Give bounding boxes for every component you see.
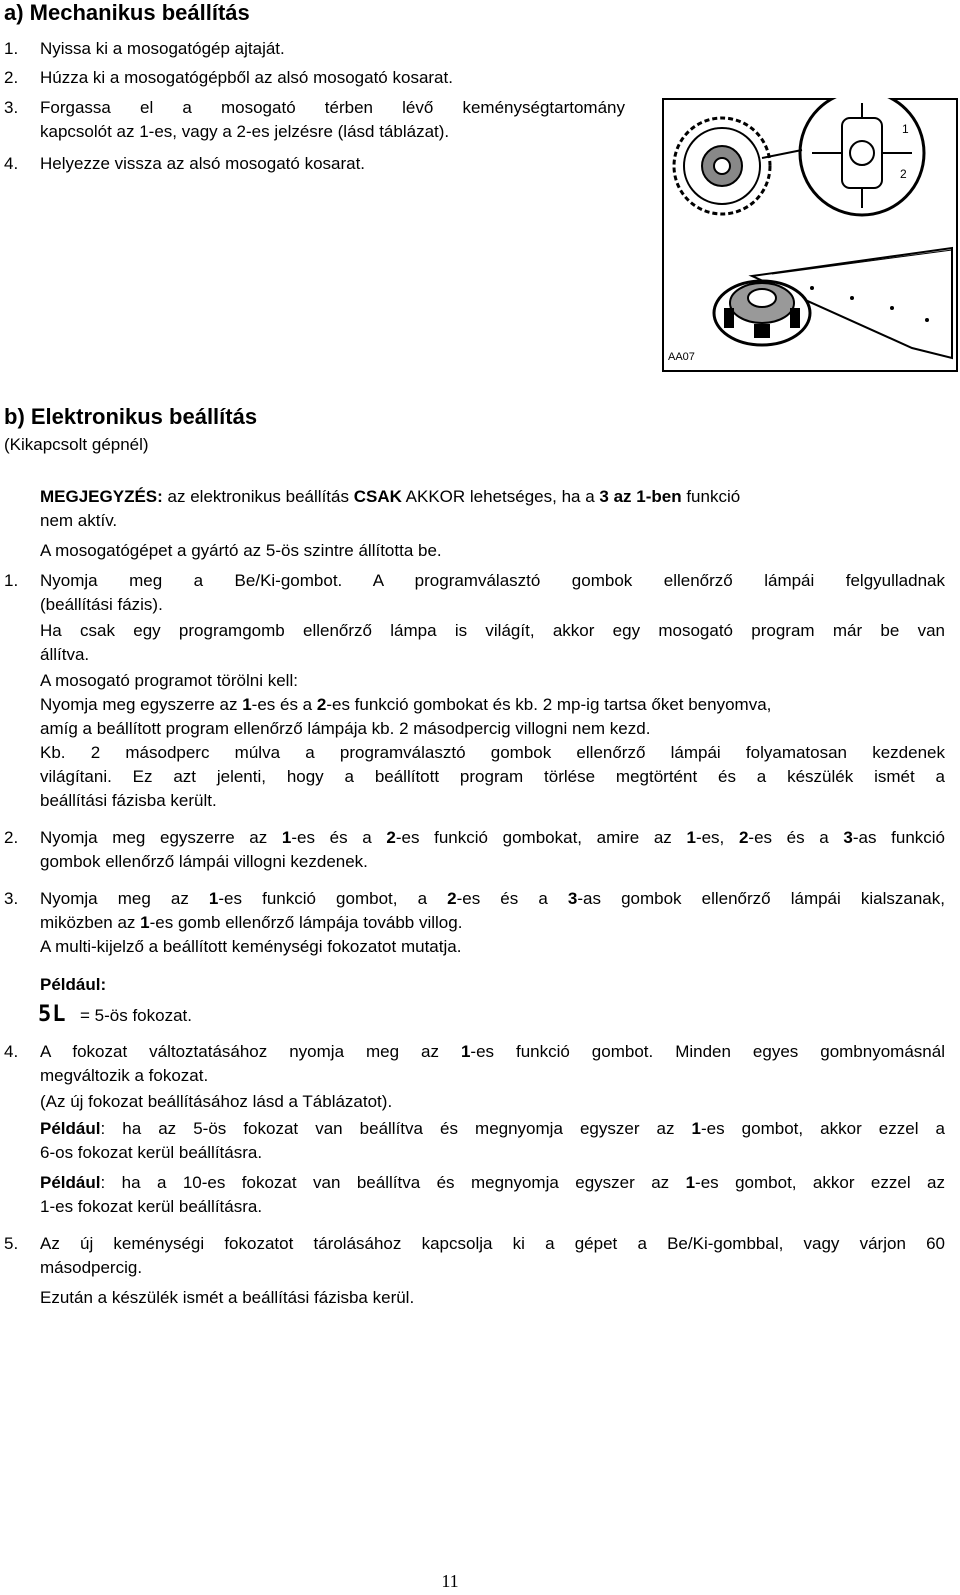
step-a3-line2: kapcsolót az 1-es, vagy a 2-es jelzésre (lásd táblázat). xyxy=(40,122,450,141)
note-line2: nem aktív. xyxy=(40,511,118,530)
step-b3-l2 xyxy=(40,911,462,935)
step-a1-text: Nyissa ki a mosogatógép ajtaját. xyxy=(40,39,285,58)
step-b1-l9: világítani. Ez azt jelenti, hogy a beállított program törlése megtörtént és a készülék ismét a xyxy=(40,767,945,786)
s3-a: Nyomja meg az xyxy=(40,889,209,908)
note-text-3: funkció xyxy=(681,487,741,506)
s2-a: Nyomja meg egyszerre az xyxy=(40,828,282,847)
s2-i: -es és a xyxy=(748,828,844,847)
step-a4-num: 4. xyxy=(4,154,19,173)
s2-f: 1 xyxy=(686,828,696,847)
s3-l2a: miközben az xyxy=(40,913,141,932)
s2-g: -es, xyxy=(695,828,739,847)
section-a-title: a) Mechanikus beállítás xyxy=(4,0,250,25)
s2-e: -es funkció gombokat, amire az xyxy=(395,828,687,847)
s2-c: -es és a xyxy=(291,828,387,847)
s4-l1b: 1 xyxy=(460,1042,471,1061)
s3-l2b: 1 xyxy=(140,913,150,932)
s4-ex2a: Például xyxy=(40,1173,101,1192)
figure-label: AA07 xyxy=(668,351,695,363)
step-b1-l8: Kb. 2 másodperc múlva a programválasztó gombok ellenőrző lámpái folyamatosan kezdenek xyxy=(40,743,945,762)
step-b2-l2: gombok ellenőrző lámpái villogni kezdenek. xyxy=(40,852,368,871)
step-a2-num: 2. xyxy=(4,68,19,87)
step-b1-l6-e: -es funkció gombokat és kb. 2 mp-ig tartsa őket benyomva, xyxy=(326,695,772,714)
seven-segment-display: 5L xyxy=(38,1002,67,1027)
s4-ex2b: : ha a 10-es fokozat van beállítva és megnyomja egyszer az xyxy=(100,1173,686,1192)
note-text-1: az elektronikus beállítás xyxy=(162,487,354,506)
s4-l1a: A fokozat változtatásához nyomja meg az xyxy=(40,1042,461,1061)
step-b4-ex2 xyxy=(40,1171,945,1195)
step-b1-l2: (beállítási fázis). xyxy=(40,595,163,614)
s2-j: 3 xyxy=(843,828,853,847)
hardness-switch-illustration xyxy=(662,98,958,372)
s4-l1c: -es funkció gombot. Minden egyes gombnyomásnál xyxy=(470,1042,945,1061)
svg-text:2: 2 xyxy=(900,167,907,181)
step-a2-text: Húzza ki a mosogatógépből az alsó mosogató kosarat. xyxy=(40,68,453,87)
example-label: Például: xyxy=(40,975,107,994)
s3-g: -as gombok ellenőrző lámpái kialszanak, xyxy=(577,889,945,908)
s2-b: 1 xyxy=(281,828,292,847)
step-b5-num: 5. xyxy=(4,1234,19,1253)
step-a4-text: Helyezze vissza az alsó mosogató kosarat. xyxy=(40,154,366,173)
section-b-title: b) Elektronikus beállítás xyxy=(4,404,258,429)
display-meaning: = 5-ös fokozat. xyxy=(80,1006,192,1025)
step-b1-l4: állítva. xyxy=(40,645,90,664)
s3-f: 3 xyxy=(567,889,578,908)
s3-d: 2 xyxy=(447,889,457,908)
step-b3-num: 3. xyxy=(4,889,19,908)
step-b4-num: 4. xyxy=(4,1042,19,1061)
step-b4-l3: (Az új fokozat beállításához lásd a Táblázatot). xyxy=(40,1092,393,1111)
step-b1-l10: beállítási fázisba került. xyxy=(40,791,217,810)
illustration-drawing xyxy=(662,98,958,372)
svg-text:1: 1 xyxy=(902,122,909,136)
step-a1-num: 1. xyxy=(4,39,19,58)
s4-ex1d: -es gombot, akkor ezzel a xyxy=(701,1119,945,1138)
s2-d: 2 xyxy=(386,828,396,847)
s4-ex1c: 1 xyxy=(691,1119,702,1138)
step-b1-num: 1. xyxy=(4,571,19,590)
step-b4-l2: megváltozik a fokozat. xyxy=(40,1066,209,1085)
s2-k: -as funkció xyxy=(852,828,946,847)
note-3in1: 3 az 1-ben xyxy=(599,487,682,506)
step-b2-l1 xyxy=(40,826,945,850)
s3-e: -es és a xyxy=(456,889,568,908)
s4-ex2d: -es gombot, akkor ezzel az xyxy=(695,1173,945,1192)
step-b5-l2: másodpercig. xyxy=(40,1258,143,1277)
s2-h: 2 xyxy=(738,828,749,847)
note-text-2: AKKOR lehetséges, ha a xyxy=(401,487,600,506)
step-b3-l3: A multi-kijelző a beállított keménységi fokozatot mutatja. xyxy=(40,937,462,956)
step-b1-l6-c: -es és a xyxy=(251,695,317,714)
s4-ex1a: Például xyxy=(40,1119,101,1138)
step-b3-l1 xyxy=(40,887,945,911)
step-b1-l1: Nyomja meg a Be/Ki-gombot. A programválasztó gombok ellenőrző lámpái felgyulladnak xyxy=(40,571,945,590)
step-b5-l3: Ezután a készülék ismét a beállítási fázisba kerül. xyxy=(40,1288,415,1307)
step-b4-ex1-l2: 6-os fokozat kerül beállításra. xyxy=(40,1143,263,1162)
s3-c: -es funkció gombot, a xyxy=(218,889,448,908)
step-b5-l1: Az új keménységi fokozatot tárolásához kapcsolja ki a gépet a Be/Ki-gombbal, vagy várjon 60 xyxy=(40,1234,945,1253)
factory-setting: A mosogatógépet a gyártó az 5-ös szintre állította be. xyxy=(40,541,442,560)
note-csak: CSAK xyxy=(353,487,402,506)
step-b4-l1 xyxy=(40,1040,945,1064)
section-b-subtitle: (Kikapcsolt gépnél) xyxy=(4,435,149,454)
step-a3-line1: Forgassa el a mosogató térben lévő keménységtartomány xyxy=(40,98,625,117)
step-b1-l6-a: Nyomja meg egyszerre az xyxy=(40,695,243,714)
note-label: MEGJEGYZÉS: xyxy=(40,487,163,506)
step-b4-ex2-l2: 1-es fokozat kerül beállításra. xyxy=(40,1197,263,1216)
step-b1-l6-d: 2 xyxy=(316,695,327,714)
s4-ex1b: : ha az 5-ös fokozat van beállítva és megnyomja egyszer az xyxy=(100,1119,692,1138)
step-a3-num: 3. xyxy=(4,98,19,117)
step-b1-l7: amíg a beállított program ellenőrző lámpája kb. 2 másodpercig villogni nem kezd. xyxy=(40,719,651,738)
page-number: 11 xyxy=(441,1571,459,1591)
step-b1-l5: A mosogató programot törölni kell: xyxy=(40,671,298,690)
step-b4-ex1 xyxy=(40,1117,945,1141)
s3-l2c: -es gomb ellenőrző lámpája tovább villog. xyxy=(149,913,463,932)
s4-ex2c: 1 xyxy=(685,1173,696,1192)
step-b2-num: 2. xyxy=(4,828,19,847)
step-b1-l3: Ha csak egy programgomb ellenőrző lámpa is világít, akkor egy mosogató program már be van xyxy=(40,621,945,640)
s3-b: 1 xyxy=(208,889,219,908)
note-line1 xyxy=(40,485,945,509)
step-b1-l6 xyxy=(40,693,771,717)
step-b1-l6-b: 1 xyxy=(242,695,252,714)
